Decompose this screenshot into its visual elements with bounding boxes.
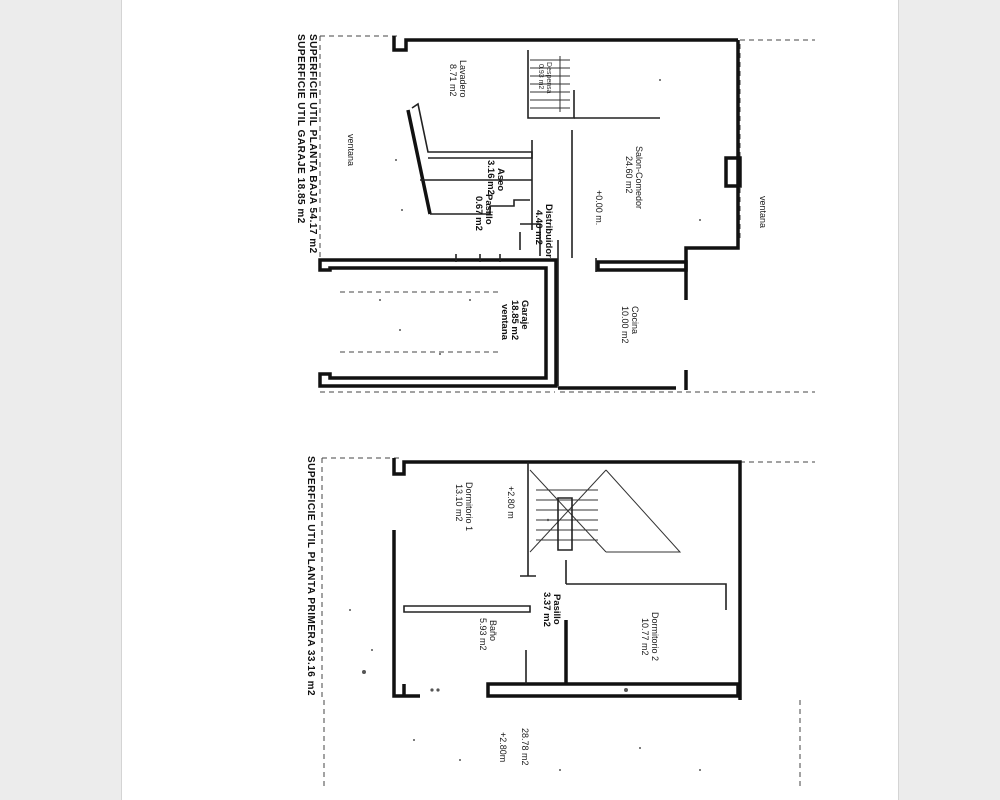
dormitorio2-area: 10.77 m2 [640, 618, 650, 656]
dormitorio2-name: Dormitorio 2 [650, 612, 660, 662]
ventana-right-label: ventana [758, 196, 768, 229]
garaje-name: Garaje [519, 300, 530, 330]
cocina-name: Cocina [630, 306, 640, 335]
salon-area: 24.60 m2 [624, 156, 634, 194]
dormitorio1-area: 13.10 m2 [454, 484, 464, 522]
ground-floor-summary-line-1: SUPERFICIE UTIL PLANTA BAJA 54.17 m2 [307, 34, 318, 254]
aseo-area: 3.16 m2 [485, 160, 496, 195]
despensa-name: Despensa [545, 62, 552, 94]
ground-floor-summary-line-2: SUPERFICIE UTIL GARAJE 18.85 m2 [295, 34, 306, 224]
pasillo-first-area: 3.37 m2 [541, 592, 552, 627]
bano-name: Baño [488, 620, 498, 642]
terrace-height: +2.80m [498, 732, 508, 763]
garaje-area: 18.85 m2 [509, 300, 520, 341]
pasillo-ground-name: Pasillo [483, 194, 494, 225]
dormitorio1-name: Dormitorio 1 [464, 482, 474, 532]
pasillo-first-name: Pasillo [551, 594, 562, 625]
salon-name: Salon-Comedor [634, 146, 644, 210]
garaje-note: ventana [499, 304, 510, 340]
distribuidor-name: Distribuidor [543, 204, 554, 258]
first-floor-plan [322, 458, 815, 790]
bano-area: 5.93 m2 [478, 618, 488, 651]
distribuidor-area: 4.40 m2 [533, 210, 544, 245]
terrace-area: 28.78 m2 [520, 728, 530, 766]
pasillo-ground-area: 0.67 m2 [473, 196, 484, 231]
scan-noise [349, 79, 701, 771]
lavadero-name: Lavadero [458, 60, 468, 98]
aseo-name: Aseo [495, 168, 506, 192]
cocina-area: 10.00 m2 [620, 306, 630, 344]
first-floor-height: +2.80 m [506, 486, 516, 519]
ground-floor-plan [320, 36, 815, 392]
despensa-area: 0.93 m2 [537, 64, 544, 90]
ventana-left-label: ventana [346, 134, 356, 167]
ground-floor-height: +0.00 m. [594, 190, 604, 226]
lavadero-area: 8.71 m2 [448, 64, 458, 97]
first-floor-summary: SUPERFICIE UTIL PLANTA PRIMERA 33.16 m2 [305, 456, 316, 697]
